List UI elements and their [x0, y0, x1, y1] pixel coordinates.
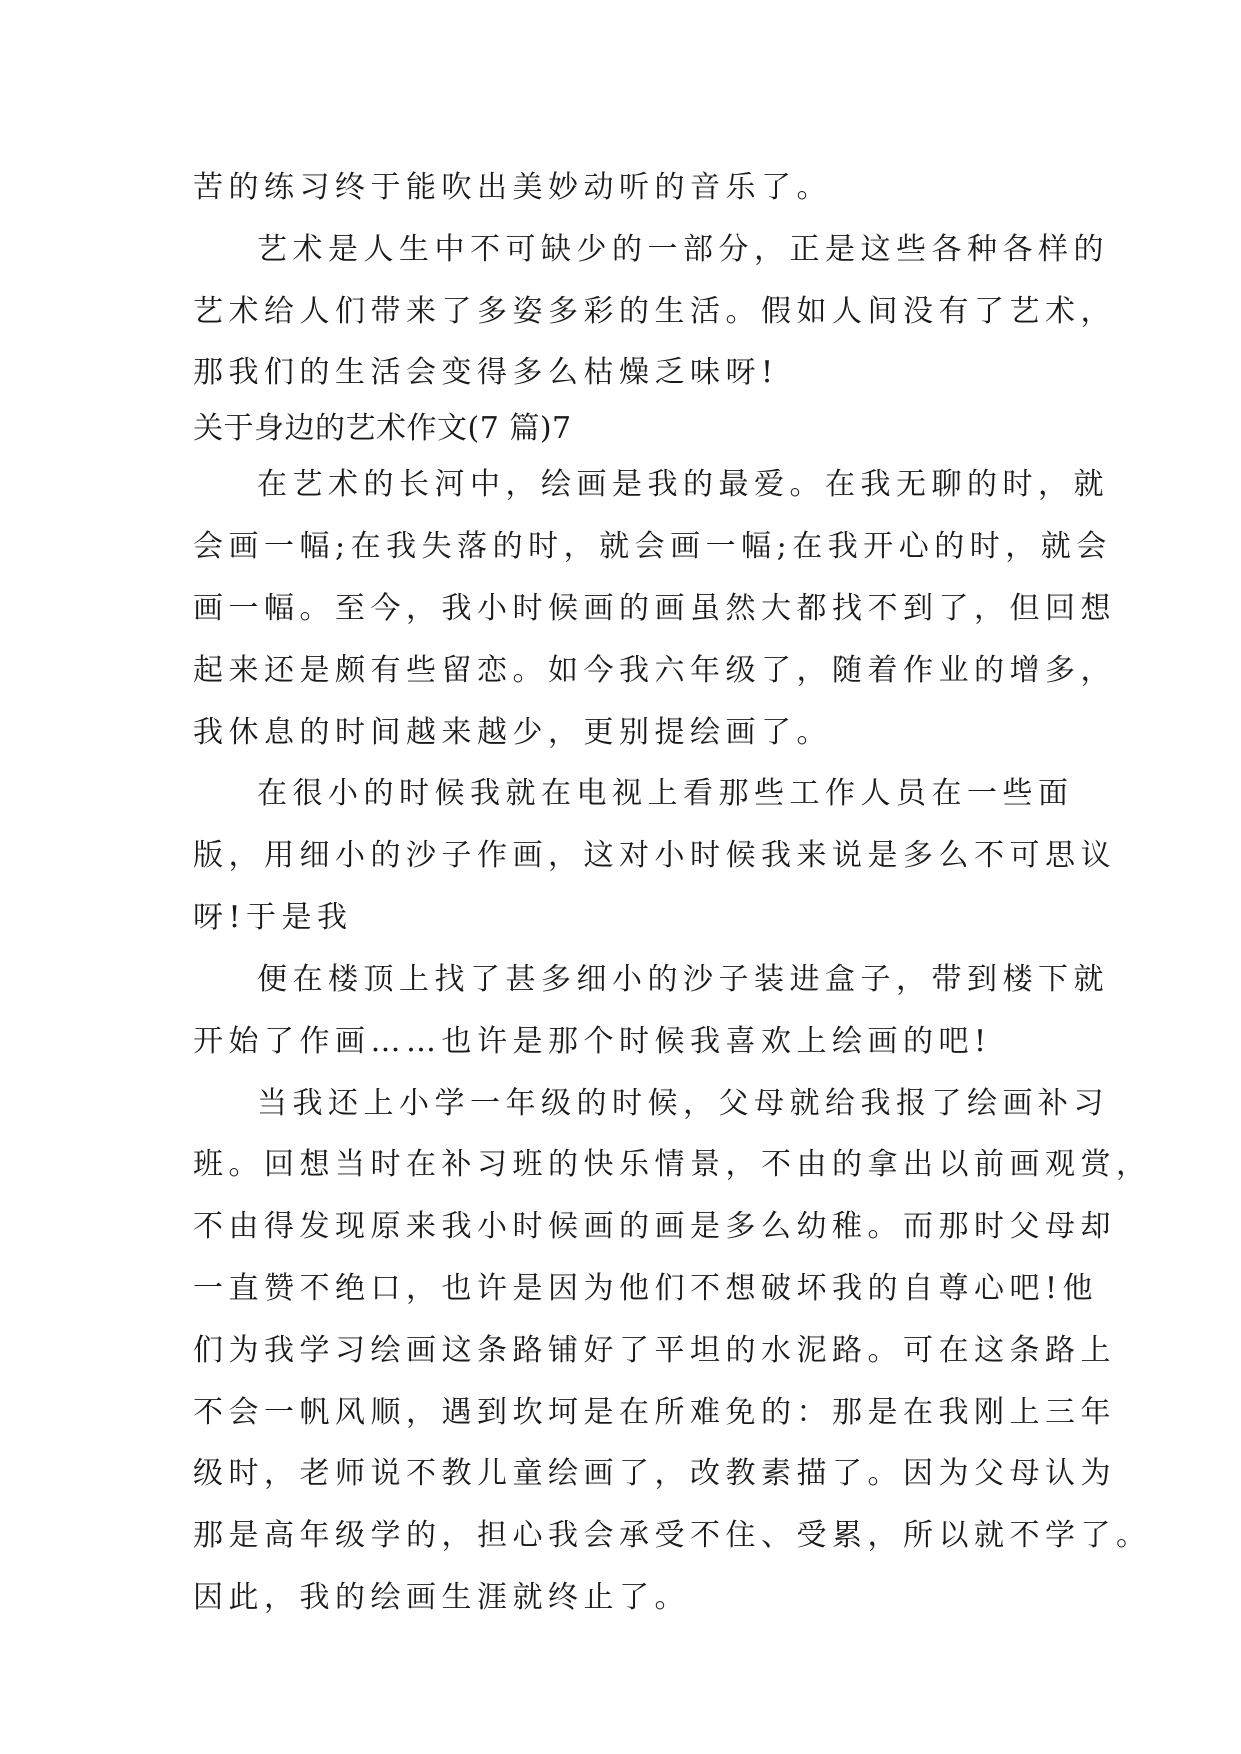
paragraph-line: 那是高年级学的，担心我会承受不住、受累，所以就不学了。: [193, 1518, 1152, 1553]
paragraph-line: 便在楼顶上找了甚多细小的沙子装进盒子，带到楼下就: [257, 962, 1109, 997]
paragraph-line: 呀!于是我: [193, 900, 353, 935]
paragraph-line: 那我们的生活会变得多么枯燥乏味呀!: [193, 355, 779, 390]
paragraph-line: 会画一幅;在我失落的时，就会画一幅;在我开心的时，就会: [193, 529, 1112, 564]
paragraph-line: 当我还上小学一年级的时候，父母就给我报了绘画补习: [257, 1086, 1109, 1121]
paragraph-line: 艺术给人们带来了多姿多彩的生活。假如人间没有了艺术，: [193, 294, 1116, 329]
paragraph-line: 苦的练习终于能吹出美妙动听的音乐了。: [193, 170, 832, 205]
paragraph-line: 我休息的时间越来越少，更别提绘画了。: [193, 715, 832, 750]
paragraph-line: 起来还是颇有些留恋。如今我六年级了，随着作业的增多，: [193, 653, 1116, 688]
paragraph-line: 在艺术的长河中，绘画是我的最爱。在我无聊的时，就: [257, 467, 1109, 502]
paragraph-line: 不由得发现原来我小时候画的画是多么幼稚。而那时父母却: [193, 1209, 1116, 1244]
paragraph-line: 不会一帆风顺，遇到坎坷是在所难免的：那是在我刚上三年: [193, 1395, 1116, 1430]
paragraph-line: 级时，老师说不教儿童绘画了，改教素描了。因为父母认为: [193, 1456, 1116, 1491]
paragraph-line: 艺术是人生中不可缺少的一部分，正是这些各种各样的: [257, 232, 1109, 267]
section-heading: 关于身边的艺术作文(7 篇)7: [193, 411, 572, 446]
paragraph-line: 画一幅。至今，我小时候画的画虽然大都找不到了，但回想: [193, 591, 1116, 626]
paragraph-line: 们为我学习绘画这条路铺好了平坦的水泥路。可在这条路上: [193, 1333, 1116, 1368]
paragraph-line: 开始了作画……也许是那个时候我喜欢上绘画的吧!: [193, 1024, 992, 1059]
paragraph-line: 班。回想当时在补习班的快乐情景，不由的拿出以前画观赏，: [193, 1147, 1152, 1182]
paragraph-line: 版，用细小的沙子作画，这对小时候我来说是多么不可思议: [193, 838, 1116, 873]
paragraph-line: 一直赞不绝口，也许是因为他们不想破坏我的自尊心吧!他: [193, 1271, 1099, 1306]
paragraph-line: 在很小的时候我就在电视上看那些工作人员在一些面: [257, 776, 1074, 811]
paragraph-line: 因此，我的绘画生涯就终止了。: [193, 1580, 690, 1615]
